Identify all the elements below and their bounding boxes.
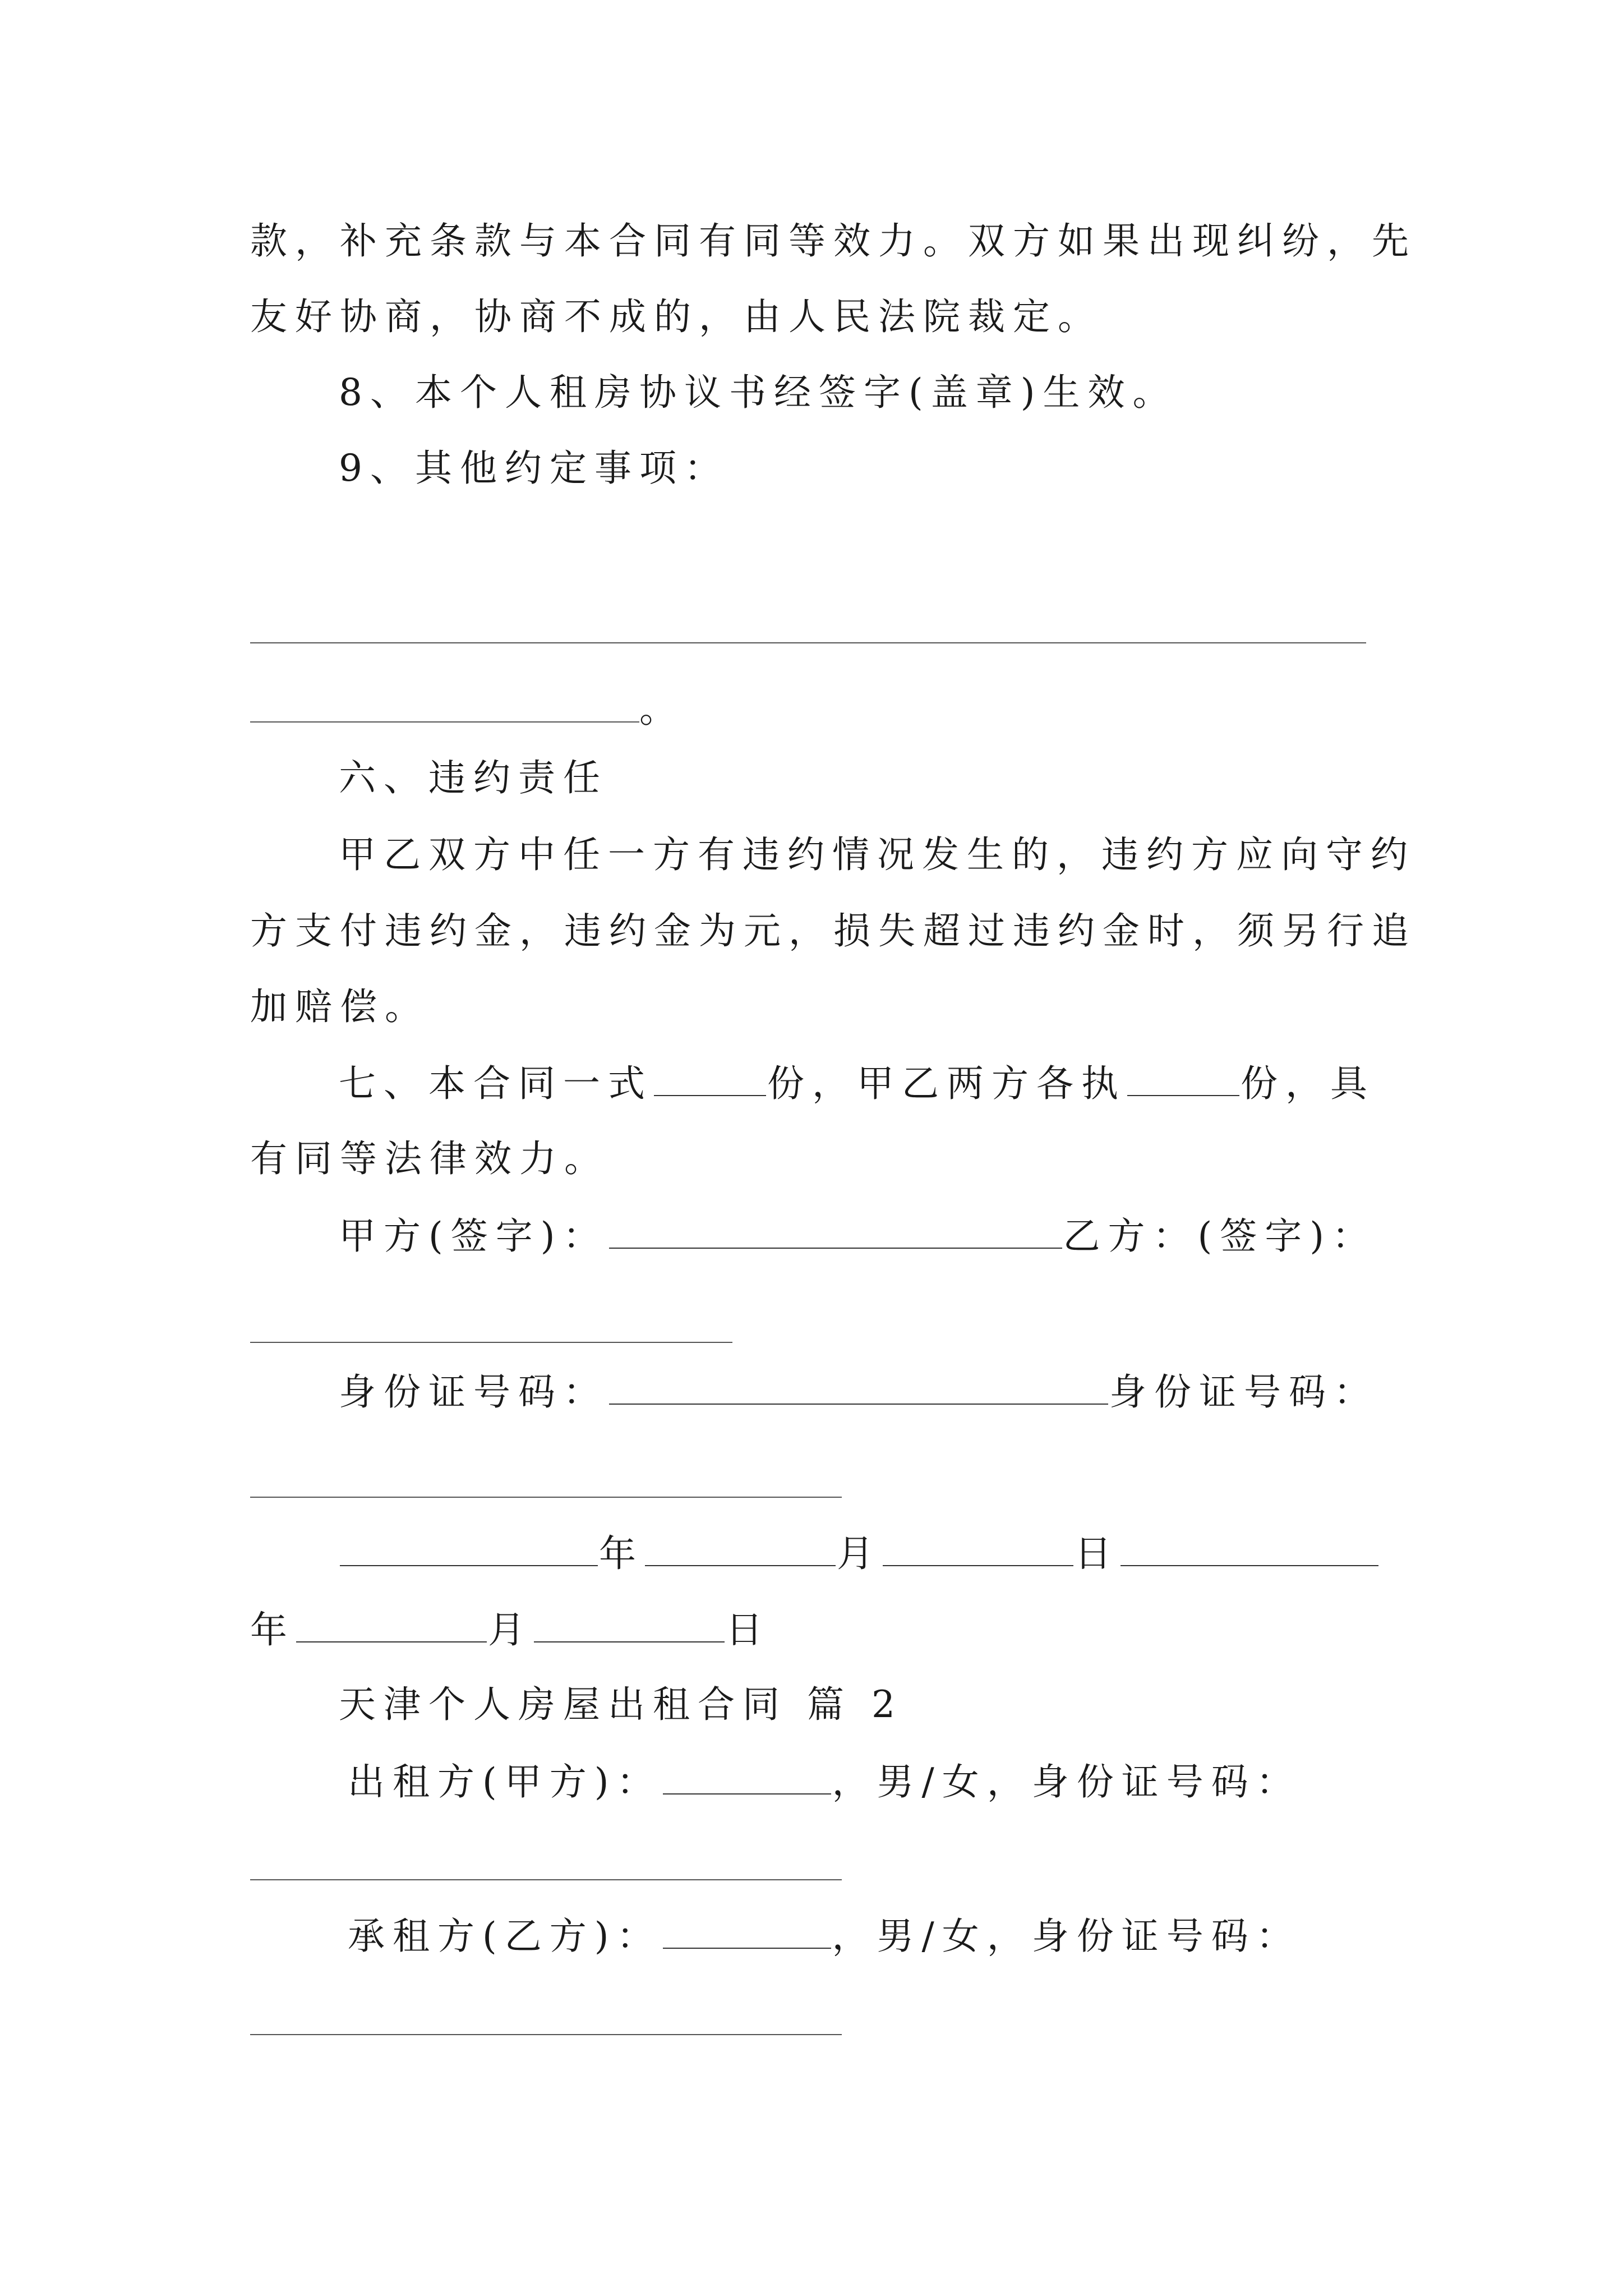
id-number-line	[339, 1369, 1378, 1415]
clause-8: 8、本个人租房协议书经签字(盖章)生效。	[339, 371, 1178, 414]
day-blank	[534, 1607, 725, 1642]
party-a-signature-blank	[609, 1213, 1062, 1249]
paragraph-line: 有同等法律效力。	[250, 1137, 609, 1180]
clause-7-text: 份，具	[1241, 1062, 1375, 1105]
copies-blank	[654, 1060, 766, 1096]
clause-7-text: 份，甲乙两方各执	[767, 1062, 1126, 1105]
lessor-id-label: ，男/女，身份证号码：	[832, 1760, 1301, 1803]
lessee-id-label: ，男/女，身份证号码：	[832, 1915, 1301, 1958]
section-title: 天津个人房屋出租合同 篇 2	[339, 1683, 903, 1726]
clause-7-text: 七、本合同一式	[339, 1062, 653, 1105]
year-blank	[1121, 1530, 1378, 1566]
each-party-blank	[1127, 1060, 1239, 1096]
party-a-id-blank	[609, 1369, 1108, 1405]
day-label: 日	[1075, 1532, 1119, 1575]
party-b-id-blank	[250, 1497, 842, 1498]
day-blank	[883, 1530, 1073, 1566]
month-blank	[296, 1607, 487, 1642]
lessor-name-blank	[663, 1759, 831, 1795]
day-label: 日	[726, 1608, 771, 1651]
date-line	[250, 1607, 771, 1653]
year-blank	[340, 1530, 598, 1566]
lessee-label: 承租方(乙方)：	[348, 1915, 662, 1958]
section-heading: 六、违约责任	[339, 756, 608, 799]
lessor-line	[348, 1759, 1301, 1805]
lessor-label: 出租方(甲方)：	[348, 1760, 662, 1803]
paragraph-line: 友好协商，协商不成的，由人民法院裁定。	[250, 295, 1103, 338]
lessee-id-blank	[250, 2034, 842, 2035]
paragraph-line: 款，补充条款与本合同有同等效力。双方如果出现纠纷，先	[250, 219, 1417, 263]
lessee-name-blank	[663, 1913, 831, 1949]
party-b-signature-blank	[250, 1342, 732, 1343]
year-label: 年	[250, 1608, 295, 1651]
date-line	[339, 1530, 1380, 1576]
lessor-id-blank	[250, 1879, 842, 1880]
fill-in-line	[250, 642, 1366, 643]
paragraph-line: 方支付违约金，违约金为元，损失超过违约金时，须另行追	[250, 909, 1417, 953]
period-mark: 。	[639, 688, 684, 731]
party-a-signature-label: 甲方(签字)：	[339, 1214, 608, 1258]
signature-line	[339, 1213, 1377, 1259]
party-a-id-label: 身份证号码：	[339, 1370, 608, 1414]
paragraph-line: 加赔偿。	[250, 985, 430, 1028]
paragraph-line: 甲乙双方中任一方有违约情况发生的，违约方应向守约	[339, 833, 1415, 876]
clause-7	[339, 1060, 1375, 1106]
lessee-line	[348, 1913, 1301, 1959]
year-label: 年	[599, 1532, 644, 1575]
party-b-signature-label: 乙方：(签字)：	[1063, 1214, 1377, 1258]
month-label: 月	[837, 1532, 882, 1575]
party-b-id-label: 身份证号码：	[1109, 1370, 1378, 1414]
month-blank	[645, 1530, 836, 1566]
month-label: 月	[488, 1608, 533, 1651]
fill-in-line	[250, 721, 639, 723]
clause-9: 9、其他约定事项：	[339, 447, 729, 490]
